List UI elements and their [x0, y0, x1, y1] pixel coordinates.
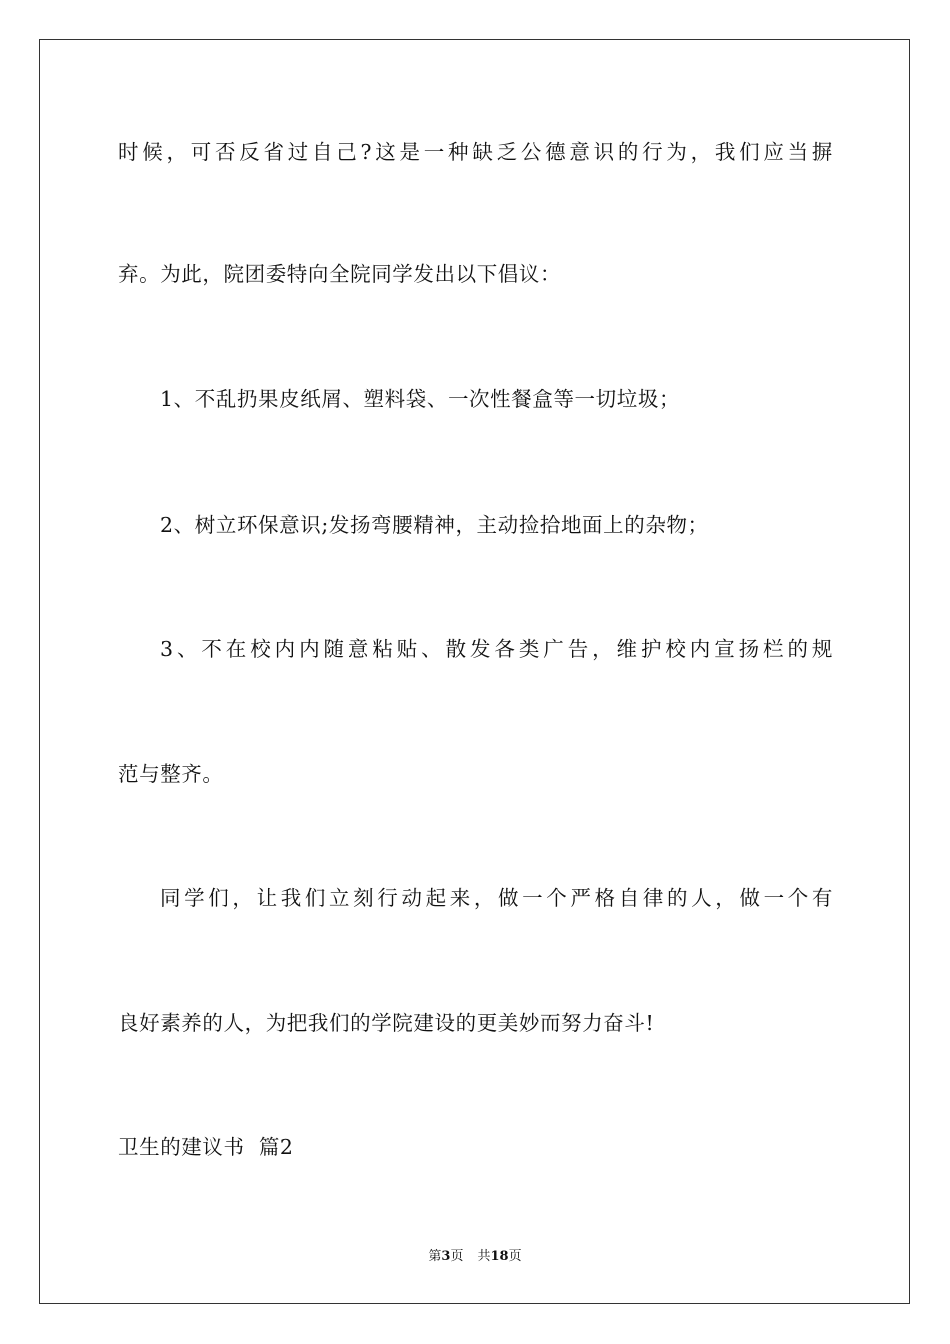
list-item-2: 2、树立环保意识;发扬弯腰精神，主动捡拾地面上的杂物；	[160, 513, 709, 537]
list-item-3-continuation: 范与整齐。	[118, 762, 224, 786]
page-footer	[0, 1248, 950, 1266]
footer-page-suffix: 页	[450, 1249, 464, 1264]
footer-total-pages: 18	[490, 1249, 509, 1264]
footer-page-number: 3	[441, 1249, 451, 1264]
footer-page-prefix: 第	[428, 1249, 442, 1264]
paragraph-line-1: 时候，可否反省过自己?这是一种缺乏公德意识的行为，我们应当摒	[118, 140, 833, 164]
footer-total-suffix: 页	[508, 1249, 522, 1264]
footer-total-prefix: 共	[477, 1249, 491, 1264]
closing-paragraph-line-2: 良好素养的人，为把我们的学院建设的更美妙而努力奋斗!	[118, 1011, 655, 1035]
list-item-1: 1、不乱扔果皮纸屑、塑料袋、一次性餐盒等一切垃圾；	[160, 387, 681, 411]
page-frame	[39, 39, 910, 1304]
section-heading: 卫生的建议书 篇2	[118, 1135, 294, 1159]
paragraph-line-2: 弃。为此，院团委特向全院同学发出以下倡议：	[118, 262, 562, 286]
closing-paragraph-line-1: 同学们，让我们立刻行动起来，做一个严格自律的人，做一个有	[160, 886, 833, 910]
list-item-3: 3、不在校内内随意粘贴、散发各类广告，维护校内宣扬栏的规	[160, 637, 833, 661]
